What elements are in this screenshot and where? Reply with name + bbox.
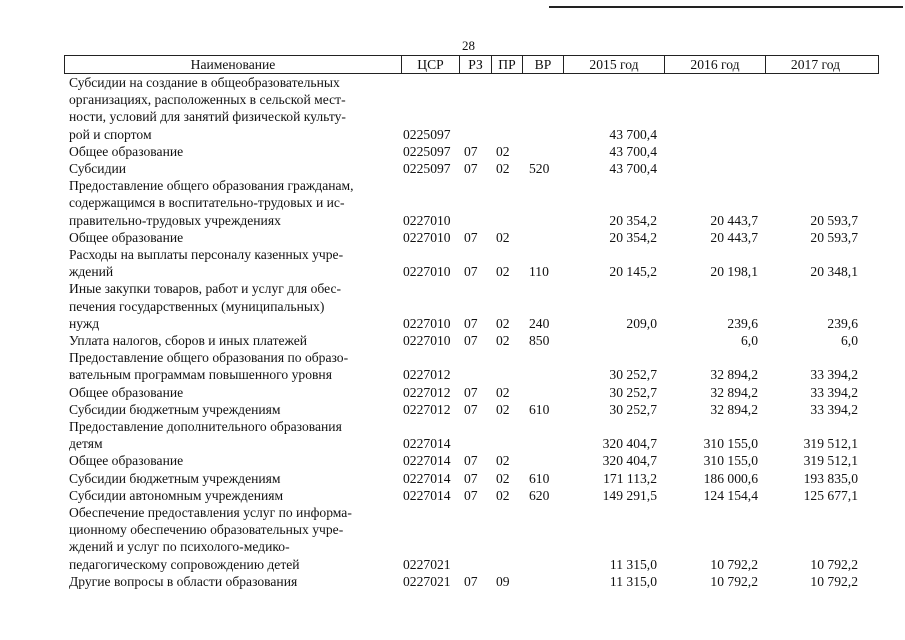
row-csr: 0227021 xyxy=(403,573,451,589)
row-2017: 10 792,2 xyxy=(810,556,858,572)
row-pr: 02 xyxy=(496,315,510,331)
row-2017: 20 593,7 xyxy=(810,212,858,228)
table-row xyxy=(64,470,879,487)
row-name: Общее образование xyxy=(69,143,184,159)
row-name: Общее образование xyxy=(69,384,184,400)
row-2017: 6,0 xyxy=(841,333,858,349)
row-2016: 6,0 xyxy=(741,333,758,349)
row-2016: 186 000,6 xyxy=(703,470,758,486)
row-vr: 610 xyxy=(529,470,550,486)
row-2017: 319 512,1 xyxy=(803,436,858,452)
row-rz: 07 xyxy=(464,229,478,245)
row-2017: 20 593,7 xyxy=(810,229,858,245)
header-name: Наименование xyxy=(190,57,276,72)
row-csr: 0225097 xyxy=(403,126,451,142)
table-row xyxy=(64,246,879,280)
row-csr: 0227010 xyxy=(403,229,451,245)
top-rule xyxy=(549,6,903,8)
row-name: Субсидии автономным учреждениям xyxy=(69,487,284,503)
row-name: Субсидии бюджетным учреждениям xyxy=(69,401,281,417)
row-vr: 850 xyxy=(529,333,550,349)
table-row xyxy=(64,332,879,349)
row-pr: 02 xyxy=(496,401,510,417)
budget-table xyxy=(64,55,879,590)
row-csr: 0227010 xyxy=(403,264,451,280)
row-name: Расходы на выплаты персоналу казенных учре- ждений xyxy=(69,247,344,280)
table-row xyxy=(64,280,879,332)
row-name: Субсидии бюджетным учреждениям xyxy=(69,470,281,486)
header-rz: РЗ xyxy=(459,56,491,73)
row-2016: 239,6 xyxy=(727,315,758,331)
table-row xyxy=(64,143,879,160)
row-2017: 33 394,2 xyxy=(810,401,858,417)
row-name: Общее образование xyxy=(69,229,184,245)
row-pr: 02 xyxy=(496,143,510,159)
table-row xyxy=(64,401,879,418)
table-row xyxy=(64,418,879,452)
row-csr: 0227012 xyxy=(403,367,451,383)
row-vr: 110 xyxy=(529,264,549,280)
row-2015: 30 252,7 xyxy=(609,384,657,400)
row-2015: 20 354,2 xyxy=(609,212,657,228)
row-2015: 320 404,7 xyxy=(602,436,657,452)
row-2016: 20 198,1 xyxy=(710,264,758,280)
row-name: Уплата налогов, сборов и иных платежей xyxy=(69,333,308,349)
table-body xyxy=(64,74,879,590)
row-2015: 149 291,5 xyxy=(602,487,657,503)
row-csr: 0225097 xyxy=(403,143,451,159)
header-pr: ПР xyxy=(491,56,522,73)
row-csr: 0227012 xyxy=(403,384,451,400)
row-2015: 43 700,4 xyxy=(609,161,657,177)
row-2016: 32 894,2 xyxy=(710,384,758,400)
row-2015: 320 404,7 xyxy=(602,453,657,469)
row-2015: 171 113,2 xyxy=(603,470,657,486)
row-rz: 07 xyxy=(464,333,478,349)
row-name: Иные закупки товаров, работ и услуг для обес- печения государственных (муниципальных) нужд xyxy=(69,281,342,331)
table-row xyxy=(64,160,879,177)
row-csr: 0227010 xyxy=(403,315,451,331)
row-csr: 0227021 xyxy=(403,556,451,572)
row-2015: 20 145,2 xyxy=(609,264,657,280)
table-row xyxy=(64,504,879,573)
table-row xyxy=(64,487,879,504)
row-rz: 07 xyxy=(464,264,478,280)
row-2016: 310 155,0 xyxy=(703,453,758,469)
row-2015: 30 252,7 xyxy=(609,367,657,383)
row-2017: 319 512,1 xyxy=(803,453,858,469)
row-2017: 239,6 xyxy=(827,315,858,331)
table-header xyxy=(64,55,879,74)
header-csr: ЦСР xyxy=(401,56,459,73)
row-2015: 11 315,0 xyxy=(609,573,657,589)
row-rz: 07 xyxy=(464,453,478,469)
row-name: Предоставление дополнительного образования детям xyxy=(69,419,342,452)
row-pr: 02 xyxy=(496,453,510,469)
row-pr: 09 xyxy=(496,573,510,589)
row-2015: 20 354,2 xyxy=(609,229,657,245)
row-2017: 33 394,2 xyxy=(810,367,858,383)
row-name: Общее образование xyxy=(69,453,184,469)
row-pr: 02 xyxy=(496,229,510,245)
table-row xyxy=(64,384,879,401)
table-row xyxy=(64,452,879,469)
row-name: Предоставление общего образования гражданам, содержащимся в воспитательно-трудовых и ис- правительно-трудовых учреждениях xyxy=(69,178,354,228)
row-pr: 02 xyxy=(496,487,510,503)
row-name: Обеспечение предоставления услуг по информа- ционному обеспечению образовательных учре- ждений и услуг по психолого-медико- педагогическому сопровождению детей xyxy=(69,505,352,572)
table-row xyxy=(64,74,879,143)
row-csr: 0227010 xyxy=(403,333,451,349)
row-name: Предоставление общего образования по образо- вательным программам повышенного уровня xyxy=(69,350,349,383)
row-2016: 32 894,2 xyxy=(710,401,758,417)
table-row xyxy=(64,349,879,383)
row-2015: 43 700,4 xyxy=(609,126,657,142)
row-name: Субсидии на создание в общеобразовательных организациях, расположенных в сельской мест- ности, условий для занятий физической культу- рой и спортом xyxy=(69,75,346,142)
row-csr: 0227014 xyxy=(403,436,451,452)
row-rz: 07 xyxy=(464,470,478,486)
row-2016: 20 443,7 xyxy=(710,212,758,228)
row-rz: 07 xyxy=(464,161,478,177)
header-2015: 2015 год xyxy=(563,56,664,73)
row-pr: 02 xyxy=(496,333,510,349)
row-2016: 20 443,7 xyxy=(710,229,758,245)
row-csr: 0225097 xyxy=(403,161,451,177)
header-vr: ВР xyxy=(522,56,563,73)
row-name: Другие вопросы в области образования xyxy=(69,573,298,589)
row-2015: 43 700,4 xyxy=(609,143,657,159)
row-vr: 520 xyxy=(529,161,550,177)
row-2017: 20 348,1 xyxy=(810,264,858,280)
row-vr: 240 xyxy=(529,315,550,331)
row-rz: 07 xyxy=(464,573,478,589)
row-pr: 02 xyxy=(496,470,510,486)
row-pr: 02 xyxy=(496,264,510,280)
row-csr: 0227010 xyxy=(403,212,451,228)
table-row xyxy=(64,573,879,590)
row-name: Субсидии xyxy=(69,161,127,177)
row-csr: 0227012 xyxy=(403,401,451,417)
row-vr: 610 xyxy=(529,401,550,417)
row-2015: 30 252,7 xyxy=(609,401,657,417)
row-csr: 0227014 xyxy=(403,470,451,486)
table-row xyxy=(64,177,879,229)
row-2016: 32 894,2 xyxy=(710,367,758,383)
row-rz: 07 xyxy=(464,315,478,331)
row-2017: 33 394,2 xyxy=(810,384,858,400)
row-rz: 07 xyxy=(464,487,478,503)
row-rz: 07 xyxy=(464,401,478,417)
header-2016: 2016 год xyxy=(664,56,765,73)
row-vr: 620 xyxy=(529,487,550,503)
page-number: 28 xyxy=(462,38,475,53)
header-2017: 2017 год xyxy=(765,56,865,73)
row-2017: 125 677,1 xyxy=(803,487,858,503)
row-2016: 10 792,2 xyxy=(710,573,758,589)
row-2016: 10 792,2 xyxy=(710,556,758,572)
row-rz: 07 xyxy=(464,384,478,400)
table-row xyxy=(64,229,879,246)
row-2016: 310 155,0 xyxy=(703,436,758,452)
row-2017: 193 835,0 xyxy=(803,470,858,486)
row-rz: 07 xyxy=(464,143,478,159)
row-2017: 10 792,2 xyxy=(810,573,858,589)
row-pr: 02 xyxy=(496,384,510,400)
row-csr: 0227014 xyxy=(403,487,451,503)
row-pr: 02 xyxy=(496,161,510,177)
row-2016: 124 154,4 xyxy=(703,487,758,503)
row-2015: 209,0 xyxy=(626,315,657,331)
row-csr: 0227014 xyxy=(403,453,451,469)
row-2015: 11 315,0 xyxy=(609,556,657,572)
